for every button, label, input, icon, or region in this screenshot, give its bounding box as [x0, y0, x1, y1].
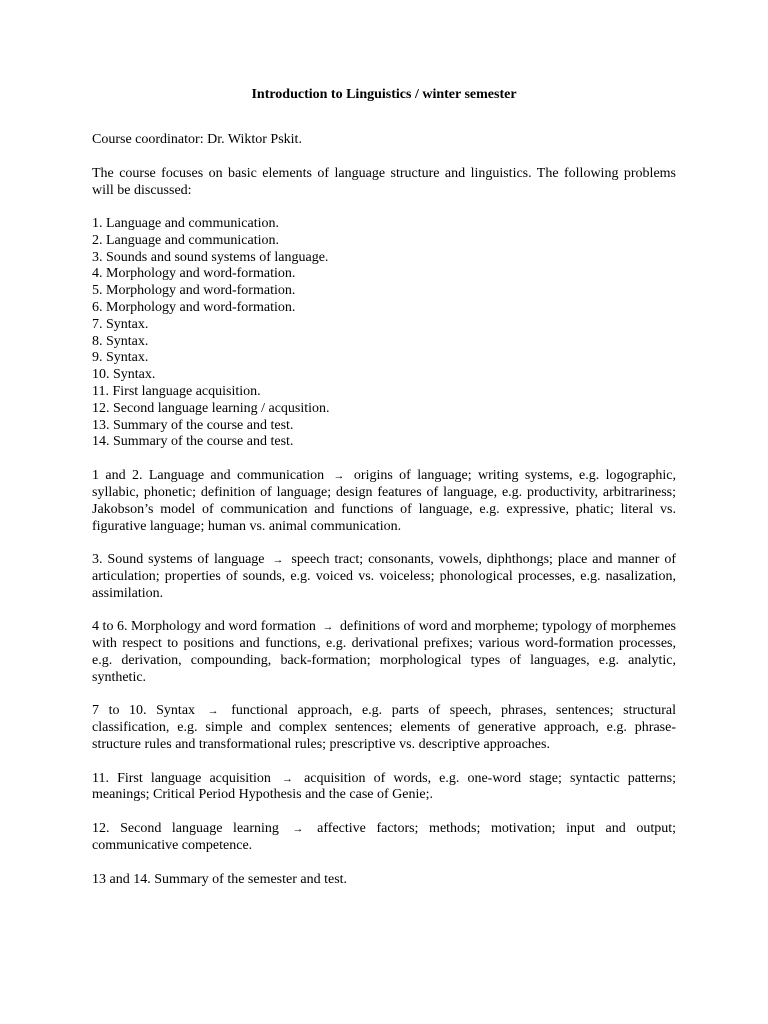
list-item: 1. Language and communication.	[92, 216, 279, 231]
list-item: 7. Syntax.	[92, 316, 149, 332]
topic-body: origins of language; writing systems, e.g. logographic, syllabic, phonetic; definition of language; design features of language, e.g. productivity, arbitrariness; Jakobson’s model of communication and functions of language, e.g. expressive, phatic; literal vs. figurative language; human vs. animal communication.	[92, 468, 677, 534]
topic-body: speech tract; consonants, vowels, diphthongs; place and manner of articulation; properties of sounds, e.g. voiced vs. voiceless; phonological processes, e.g. nasalization, assimilation.	[92, 552, 677, 601]
topic-paragraph	[92, 468, 676, 535]
topic-heading: 4 to 6. Morphology and word formation	[92, 619, 316, 635]
topic-body: affective factors; methods; motivation; input and output; communicative competence.	[92, 820, 677, 853]
schedule-list	[92, 216, 676, 451]
list-item: 10. Syntax.	[92, 367, 156, 383]
topic-paragraph	[92, 771, 676, 805]
topic-paragraph	[92, 703, 676, 753]
list-item: 4. Morphology and word-formation.	[92, 266, 296, 282]
course-coordinator: Course coordinator: Dr. Wiktor Pskit.	[92, 132, 302, 147]
topic-paragraph	[92, 619, 676, 686]
list-item: 13. Summary of the course and test.	[92, 417, 294, 433]
closing-line: 13 and 14. Summary of the semester and test.	[92, 872, 348, 888]
list-item: 5. Morphology and word-formation.	[92, 283, 296, 299]
topic-heading: 7 to 10. Syntax	[92, 703, 196, 719]
list-item: 3. Sounds and sound systems of language.	[92, 249, 329, 265]
list-item: 8. Syntax.	[92, 333, 149, 349]
right-arrow-icon: →	[322, 621, 334, 634]
list-item: 9. Syntax.	[92, 350, 149, 366]
course-intro: The course focuses on basic elements of language structure and linguistics. The following problems will be discussed:	[92, 166, 676, 198]
topic-body: acquisition of words, e.g. one-word stage; syntactic patterns; meanings; Critical Period Hypothesis and the case of Genie;.	[92, 770, 676, 803]
topic-heading: 12. Second language learning	[92, 820, 279, 836]
list-item: 2. Language and communication.	[92, 232, 279, 248]
topic-paragraph	[92, 552, 676, 602]
right-arrow-icon: →	[281, 772, 293, 785]
topic-body: functional approach, e.g. parts of speech, phrases, sentences; structural classification, e.g. simple and complex sentences; elements of generative approach, e.g. phrase-structure rules and transformational rules; prescriptive vs. descriptive approaches.	[92, 703, 677, 752]
list-item: 14. Summary of the course and test.	[92, 434, 294, 450]
list-item: 6. Morphology and word-formation.	[92, 299, 296, 315]
topic-paragraph	[92, 821, 676, 855]
right-arrow-icon: →	[292, 822, 304, 835]
right-arrow-icon: →	[272, 554, 284, 567]
topic-body: definitions of word and morpheme; typology of morphemes with respect to positions and functions, e.g. derivational prefixes; various word-formation processes, e.g. derivation, compounding, back-formation; morphological types of languages, e.g. analytic, synthetic.	[92, 619, 676, 685]
right-arrow-icon: →	[207, 705, 219, 718]
list-item: 11. First language acquisition.	[92, 383, 261, 399]
right-arrow-icon: →	[333, 470, 345, 483]
list-item: 12. Second language learning / acqusition.	[92, 400, 330, 416]
topic-heading: 1 and 2. Language and communication	[92, 468, 325, 484]
topic-heading: 3. Sound systems of language	[92, 552, 265, 568]
topic-heading: 11. First language acquisition	[92, 770, 271, 786]
document-title: Introduction to Linguistics / winter semester	[251, 87, 517, 102]
